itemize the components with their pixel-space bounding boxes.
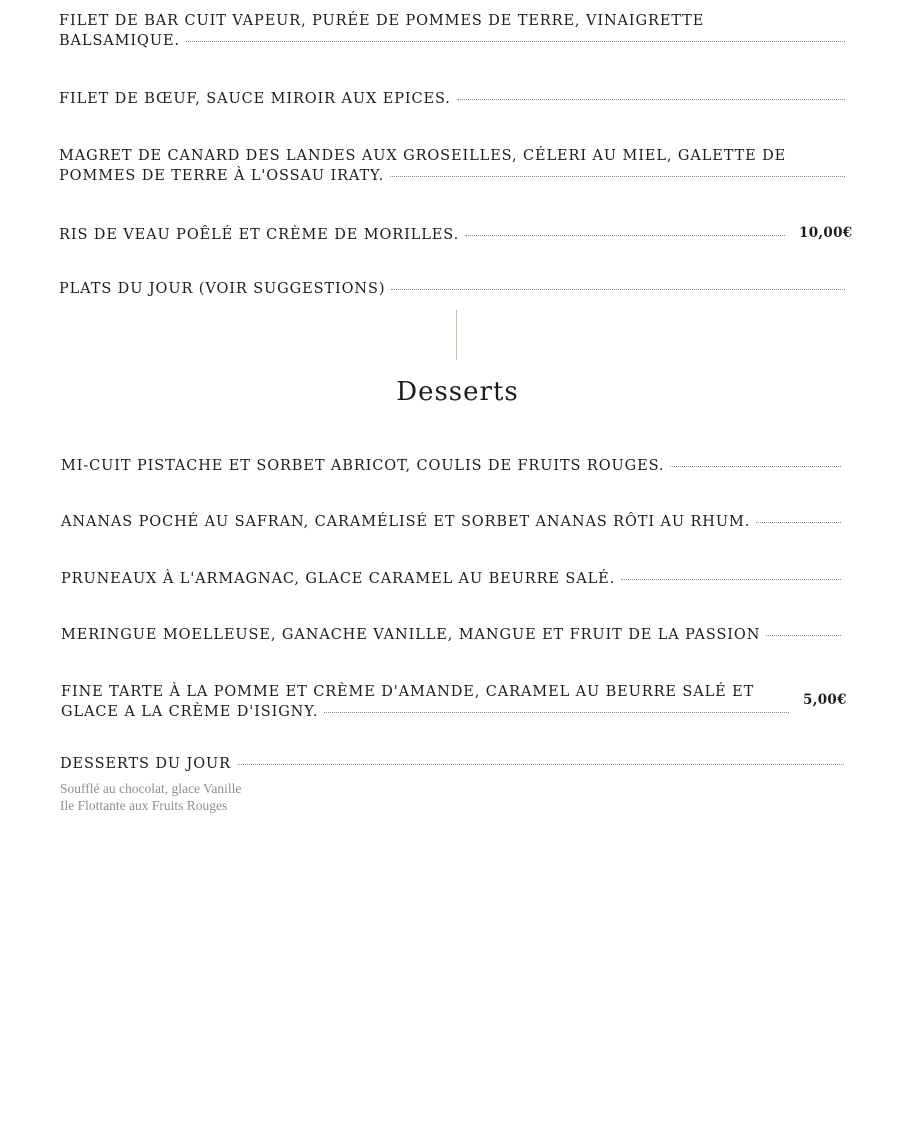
- menu-item-text: DESSERTS DU JOUR: [60, 756, 231, 772]
- dessert-item-desserts-du-jour: [60, 754, 844, 814]
- menu-item-text: BALSAMIQUE.: [59, 33, 180, 49]
- menu-item-magret-de-canard: [59, 146, 845, 186]
- menu-item-plats-du-jour: [59, 279, 845, 299]
- menu-item-line: [59, 31, 845, 51]
- price-label: 10,00€: [799, 225, 853, 241]
- menu-item-line: [60, 754, 844, 774]
- menu-item-filet-de-boeuf: [59, 89, 845, 109]
- dot-leader: [457, 98, 845, 100]
- menu-item-line: [61, 456, 841, 476]
- menu-item-ris-de-veau: [59, 225, 785, 245]
- menu-item-line: FINE TARTE À LA POMME ET CRÈME D'AMANDE, CARAMEL AU BEURRE SALÉ ET: [61, 684, 755, 700]
- dessert-item-fine-tarte: [61, 682, 789, 722]
- dessert-item-mi-cuit: [61, 456, 841, 476]
- menu-item-line: [59, 166, 845, 186]
- menu-item-line: [59, 225, 785, 245]
- dot-leader: [237, 763, 844, 765]
- menu-item-line: [61, 569, 841, 589]
- menu-item-line: FILET DE BAR CUIT VAPEUR, PURÉE DE POMMES DE TERRE, VINAIGRETTE: [59, 13, 705, 29]
- dot-leader: [390, 175, 845, 177]
- menu-item-text: GLACE A LA CRÈME D'ISIGNY.: [61, 704, 319, 720]
- dessert-item-ananas: [61, 512, 841, 532]
- dessert-item-pruneaux: [61, 569, 841, 589]
- dot-leader: [465, 234, 785, 236]
- menu-item-text: ANANAS POCHÉ AU SAFRAN, CARAMÉLISÉ ET SORBET ANANAS RÔTI AU RHUM.: [61, 514, 751, 530]
- section-divider: [456, 310, 457, 360]
- dot-leader: [766, 634, 841, 636]
- menu-item-line: MAGRET DE CANARD DES LANDES AUX GROSEILLES, CÉLERI AU MIEL, GALETTE DE: [59, 148, 787, 164]
- dot-leader: [391, 288, 845, 290]
- dessert-item-meringue: [61, 625, 841, 645]
- menu-item-text: PRUNEAUX À L'ARMAGNAC, GLACE CARAMEL AU BEURRE SALÉ.: [61, 571, 616, 587]
- menu-item-filet-de-bar: [59, 11, 845, 51]
- menu-item-text: MI-CUIT PISTACHE ET SORBET ABRICOT, COULIS DE FRUITS ROUGES.: [61, 458, 665, 474]
- menu-item-text: MERINGUE MOELLEUSE, GANACHE VANILLE, MANGUE ET FRUIT DE LA PASSION: [61, 627, 761, 643]
- daily-dessert-suggestion: Soufflé au chocolat, glace Vanille: [60, 781, 242, 796]
- menu-item-line: [61, 625, 841, 645]
- menu-item-text: PLATS DU JOUR (VOIR SUGGESTIONS): [59, 281, 386, 297]
- menu-item-line: [61, 512, 841, 532]
- dot-leader: [324, 711, 789, 713]
- daily-dessert-suggestion: Ile Flottante aux Fruits Rouges: [60, 798, 228, 813]
- price-label: 5,00€: [803, 692, 847, 708]
- section-title-desserts: Desserts: [396, 377, 519, 407]
- dot-leader: [621, 578, 841, 580]
- menu-item-text: POMMES DE TERRE À L'OSSAU IRATY.: [59, 168, 385, 184]
- dot-leader: [186, 40, 845, 42]
- menu-item-text: FILET DE BŒUF, SAUCE MIROIR AUX EPICES.: [59, 91, 451, 107]
- menu-item-text: RIS DE VEAU POÊLÉ ET CRÈME DE MORILLES.: [59, 227, 460, 243]
- menu-item-line: [61, 702, 789, 722]
- menu-item-line: [59, 279, 845, 299]
- dot-leader: [670, 465, 841, 467]
- dot-leader: [756, 521, 841, 523]
- menu-item-line: [59, 89, 845, 109]
